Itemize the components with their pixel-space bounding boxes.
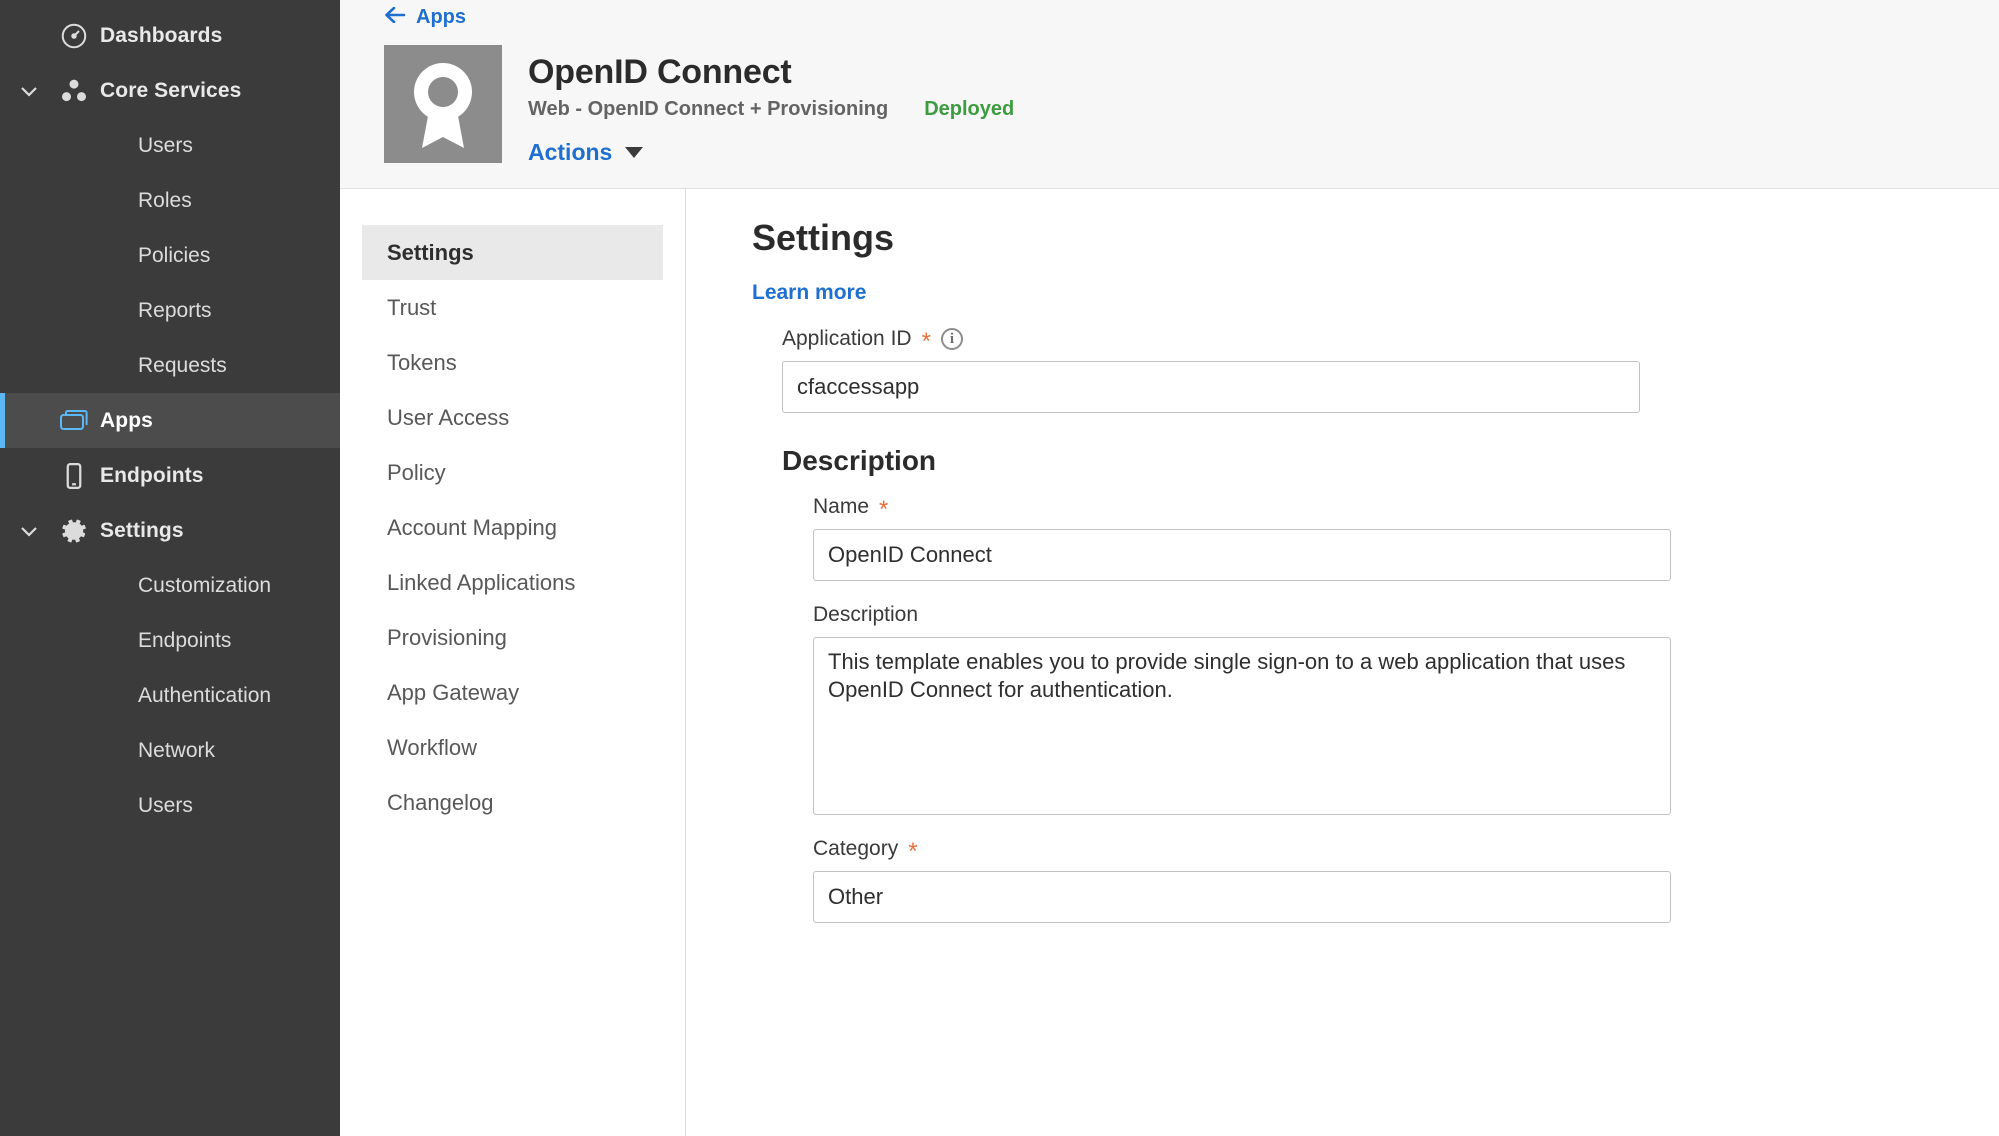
required-asterisk: * [879,496,889,523]
tab-linked-applications[interactable] [362,555,663,610]
app-header-text [502,45,1014,166]
sidebar-item-settings[interactable] [0,503,340,558]
description-textarea[interactable] [813,637,1671,815]
tab-policy[interactable] [362,445,663,500]
tab-tokens[interactable] [362,335,663,390]
description-field [752,603,1999,815]
actions-label: Actions [528,139,613,165]
learn-more-link[interactable]: Learn more [752,281,867,304]
tab-changelog[interactable] [362,775,663,830]
tab-label: Settings [387,239,474,265]
required-asterisk: * [921,328,931,355]
tab-trust[interactable] [362,280,663,335]
page-title: OpenID Connect [528,53,792,91]
tab-label: Provisioning [387,624,507,650]
sidebar-item-core-services[interactable] [0,63,340,118]
sidebar-subitem-authentication[interactable] [0,668,340,723]
tab-label: User Access [387,404,510,430]
sidebar-subitem-network[interactable] [0,723,340,778]
tab-label: Tokens [387,349,457,375]
sidebar-subitem-label: Requests [138,353,227,377]
sidebar [0,0,340,1136]
sidebar-item-label: Settings [100,518,184,542]
name-field [752,495,1999,581]
tab-label: Account Mapping [387,514,557,540]
core-services-icon [48,76,100,106]
sidebar-item-dashboards[interactable] [0,8,340,63]
settings-tab-list [340,189,686,1136]
sidebar-subitem-label: Policies [138,243,211,267]
tab-label: Policy [387,459,446,485]
settings-content [340,189,1999,1136]
tab-label: Changelog [387,789,494,815]
sidebar-item-label: Core Services [100,78,242,102]
breadcrumb[interactable] [340,0,1999,33]
apps-icon [48,408,100,434]
category-input[interactable] [813,871,1671,923]
settings-form [686,189,1999,1136]
gear-icon [48,515,100,547]
sidebar-subitem-customization[interactable] [0,558,340,613]
chevron-down-icon[interactable] [10,85,48,97]
breadcrumb-apps-link[interactable]: Apps [416,6,466,28]
sidebar-item-label: Endpoints [100,463,204,487]
tab-app-gateway[interactable] [362,665,663,720]
name-input[interactable] [813,529,1671,581]
tab-workflow[interactable] [362,720,663,775]
tab-label: Trust [387,294,437,320]
name-label-row [752,495,1999,523]
sidebar-subitem-reports[interactable] [0,283,340,338]
chevron-down-icon [625,147,643,158]
application-id-label-row [752,327,1999,355]
sidebar-subitem-users-settings[interactable] [0,778,340,833]
sidebar-subitem-label: Users [138,133,193,157]
sidebar-item-endpoints[interactable] [0,448,340,503]
tab-provisioning[interactable] [362,610,663,665]
gauge-icon [48,21,100,51]
sidebar-item-apps[interactable] [0,393,340,448]
tab-user-access[interactable] [362,390,663,445]
description-label-row [752,603,1999,627]
main-content [340,0,1999,1136]
actions-menu-button[interactable] [528,139,643,166]
back-arrow-icon[interactable] [384,7,408,28]
application-id-label: Application ID [782,327,912,350]
name-label: Name [813,495,870,518]
sidebar-subitem-users[interactable] [0,118,340,173]
sidebar-subitem-requests[interactable] [0,338,340,393]
tab-settings[interactable] [362,225,663,280]
sidebar-subitem-endpoints[interactable] [0,613,340,668]
sidebar-subitem-policies[interactable] [0,228,340,283]
sidebar-item-label: Dashboards [100,23,223,47]
settings-heading: Settings [752,217,895,258]
app-header-body [340,33,1999,166]
description-section-heading: Description [782,445,937,476]
application-id-field [752,327,1999,413]
sidebar-subitem-label: Roles [138,188,192,212]
sidebar-subitem-roles[interactable] [0,173,340,228]
sidebar-item-label: Apps [100,408,153,432]
sidebar-subitem-label: Endpoints [138,628,232,652]
tab-account-mapping[interactable] [362,500,663,555]
category-label-row [752,837,1999,865]
description-label: Description [813,603,919,626]
required-asterisk: * [908,838,918,865]
sidebar-subitem-label: Authentication [138,683,272,707]
category-field [752,837,1999,923]
app-type-label: Web - OpenID Connect + Provisioning [528,98,889,120]
tab-label: App Gateway [387,679,520,705]
sidebar-subitem-label: Reports [138,298,212,322]
status-badge: Deployed [924,98,1015,120]
device-icon [48,461,100,491]
chevron-down-icon[interactable] [10,525,48,537]
sidebar-subitem-label: Customization [138,573,272,597]
award-ribbon-icon [384,45,502,163]
info-icon[interactable]: i [941,328,963,350]
app-header [340,0,1999,189]
sidebar-subitem-label: Network [138,738,216,762]
sidebar-subitem-label: Users [138,793,193,817]
category-label: Category [813,837,899,860]
application-id-input[interactable] [782,361,1640,413]
tab-label: Workflow [387,734,478,760]
app-subline [528,98,1014,121]
tab-label: Linked Applications [387,569,576,595]
